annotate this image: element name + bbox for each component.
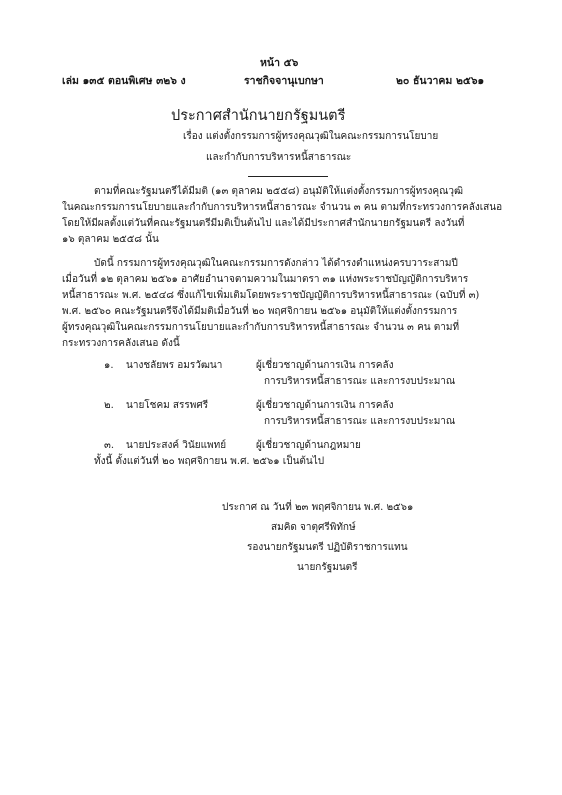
signatory-position: รองนายกรัฐมนตรี ปฏิบัติราชการแทน	[247, 542, 408, 553]
para2-line6: กระทรวงการคลังเสนอ ดังนี้	[62, 338, 180, 349]
signatory-name: สมคิด จาตุศรีพิทักษ์	[271, 522, 356, 533]
member-number: ๓.	[104, 440, 115, 451]
member-name: นางชลัยพร อมรวัฒนา	[126, 360, 223, 371]
volume-info: เล่ม ๑๓๕ ตอนพิเศษ ๓๒๖ ง	[62, 75, 186, 87]
para2-line1: บัดนี้ กรรมการผู้ทรงคุณวุฒิในคณะกรรมการดังกล่าว ได้ดำรงตำแหน่งครบวาระสามปี	[94, 258, 458, 269]
member-expertise: ผู้เชี่ยวชาญด้านการเงิน การคลัง	[256, 360, 394, 371]
para1-line4: ๑๖ ตุลาคม ๒๕๕๘ นั้น	[62, 234, 159, 245]
page-number: หน้า ๕๖	[260, 57, 299, 69]
member-expertise: ผู้เชี่ยวชาญด้านกฎหมาย	[256, 440, 361, 451]
member-expertise: ผู้เชี่ยวชาญด้านการเงิน การคลัง	[256, 400, 394, 411]
signatory-position-2: นายกรัฐมนตรี	[297, 562, 358, 573]
subject-line-2: และกำกับการบริหารหนี้สาธารณะ	[206, 152, 352, 163]
member-expertise-cont: การบริหารหนี้สาธารณะ และการงบประมาณ	[264, 376, 456, 387]
para1-line1: ตามที่คณะรัฐมนตรีได้มีมติ (๑๓ ตุลาคม ๒๕๕๘) อนุมัติให้แต่งตั้งกรรมการผู้ทรงคุณวุฒิ	[94, 186, 464, 197]
member-number: ๑.	[104, 360, 114, 371]
subject-line-1: เรื่อง แต่งตั้งกรรมการผู้ทรงคุณวุฒิในคณะกรรมการนโยบาย	[183, 131, 439, 142]
member-name: นายโชคม สรรพศรี	[126, 400, 209, 411]
para1-line2: ในคณะกรรมการนโยบายและกำกับการบริหารหนี้สาธารณะ จำนวน ๓ คน ตามที่กระทรวงการคลังเสนอ	[62, 202, 503, 213]
para2-line5: ผู้ทรงคุณวุฒิในคณะกรรมการนโยบายและกำกับการบริหารหนี้สาธารณะ จำนวน ๓ คน ตามที่	[62, 322, 460, 333]
issue-date: ๒๐ ธันวาคม ๒๕๖๑	[396, 75, 485, 87]
para2-line4: พ.ศ. ๒๕๖๐ คณะรัฐมนตรีจึงได้มีมติเมื่อวันที่ ๒๐ พฤศจิกายน ๒๕๖๑ อนุมัติให้แต่งตั้งกรรมการ	[62, 306, 458, 317]
title-divider	[248, 176, 328, 177]
gazette-name: ราชกิจจานุเบกษา	[244, 75, 324, 87]
effective-date: ทั้งนี้ ตั้งแต่วันที่ ๒๐ พฤศจิกายน พ.ศ. ๒๕๖๑ เป็นต้นไป	[94, 456, 325, 467]
para2-line2: เมื่อวันที่ ๑๒ ตุลาคม ๒๕๖๑ อาศัยอำนาจตามความในมาตรา ๓๑ แห่งพระราชบัญญัติการบริหาร	[62, 274, 469, 285]
member-number: ๒.	[104, 400, 114, 411]
signature-given-date: ประกาศ ณ วันที่ ๒๓ พฤศจิกายน พ.ศ. ๒๕๖๑	[222, 502, 414, 513]
announcement-title: ประกาศสำนักนายกรัฐมนตรี	[171, 108, 346, 124]
member-expertise-cont: การบริหารหนี้สาธารณะ และการงบประมาณ	[264, 416, 456, 427]
para1-line3: โดยให้มีผลตั้งแต่วันที่คณะรัฐมนตรีมีมติเป็นต้นไป และได้มีประกาศสำนักนายกรัฐมนตรี ลงวันที่	[62, 218, 465, 229]
para2-line3: หนี้สาธารณะ พ.ศ. ๒๕๔๘ ซึ่งแก้ไขเพิ่มเติมโดยพระราชบัญญัติการบริหารหนี้สาธารณะ (ฉบับที่ ๓)	[62, 290, 480, 301]
member-name: นายประสงค์ วินัยแพทย์	[126, 440, 227, 451]
